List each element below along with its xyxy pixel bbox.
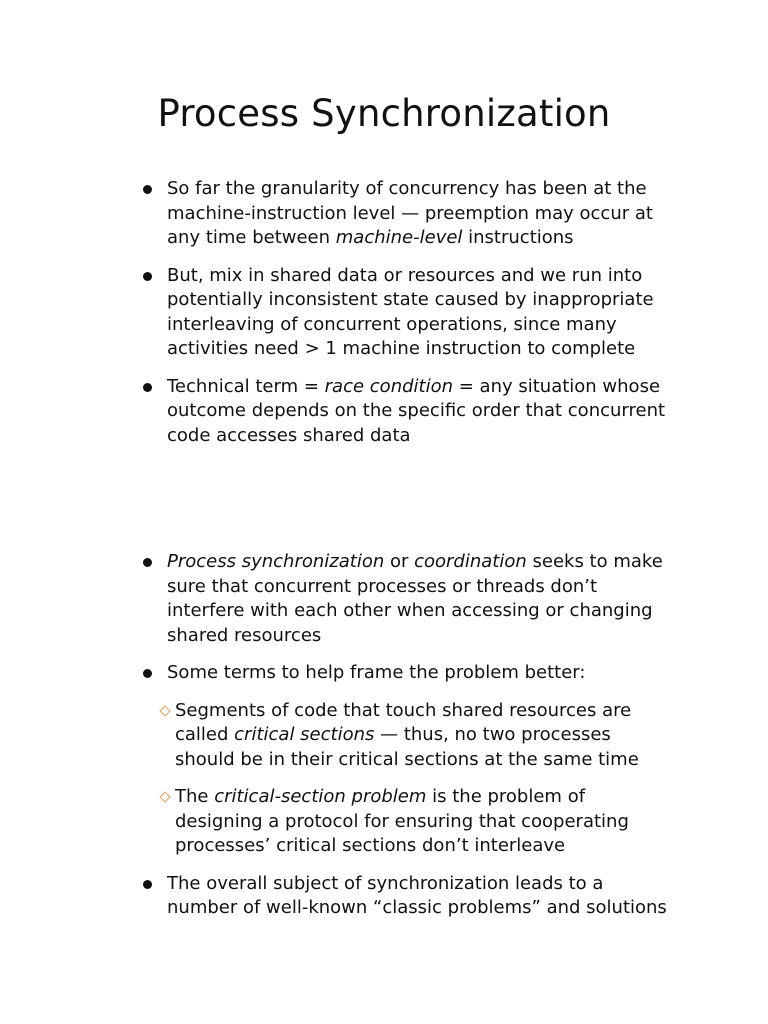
- bullet-text: [167, 551, 663, 646]
- emphasized-term: critical-section problem: [214, 786, 427, 807]
- emphasized-term: coordination: [414, 551, 527, 572]
- text-run: So far the granularity of concurrency has been at the machine-instruction level — preemption may occur at any time between: [167, 178, 653, 248]
- bullet-icon: [143, 880, 152, 889]
- emphasized-term: machine-level: [335, 227, 463, 248]
- text-run: or: [384, 551, 415, 572]
- bullet-icon: [143, 272, 152, 281]
- text-run: = any situation whose outcome depends on the specific order that concurrent code accesses shared data: [167, 375, 666, 446]
- bullet-item: [0, 264, 768, 362]
- text-run: seeks to make sure that concurrent processes or threads don’t interfere with each other when accessing or changing shared resources: [167, 551, 663, 646]
- bullet-text: [167, 178, 653, 248]
- bullet-icon: [143, 669, 152, 678]
- bullet-item: [0, 177, 768, 251]
- text-run: — thus, no two processes should be in their critical sections at the same time: [175, 724, 639, 770]
- bullet-list-2: [0, 550, 768, 934]
- text-run: Technical term =: [167, 375, 325, 397]
- bullet-item: [0, 550, 768, 648]
- sub-bullet-item: [0, 699, 768, 773]
- text-run: Segments of code that touch shared resources are called: [175, 699, 632, 745]
- emphasized-term: Process synchronization: [167, 551, 385, 572]
- text-run: instructions: [462, 227, 574, 248]
- sub-bullet-text: [175, 700, 639, 770]
- bullet-text: [167, 376, 665, 446]
- bullet-icon: [143, 185, 152, 194]
- bullet-text: [167, 873, 667, 919]
- bullet-icon: [143, 558, 152, 567]
- diamond-bullet-icon: [159, 791, 170, 802]
- page-title: Process Synchronization: [157, 92, 611, 135]
- emphasized-term: race condition: [324, 375, 454, 397]
- sub-bullet-item: [0, 785, 768, 859]
- diamond-bullet-icon: [159, 705, 170, 716]
- bullet-item: [0, 661, 768, 686]
- emphasized-term: critical sections: [234, 724, 375, 745]
- sub-bullet-text: [175, 786, 629, 856]
- text-run: Some terms to help frame the problem better:: [167, 662, 586, 683]
- text-run: The overall subject of synchronization leads to a number of well-known “classic problems” and solutions: [167, 872, 667, 918]
- text-run: The: [175, 786, 215, 807]
- bullet-item: [0, 872, 768, 921]
- bullet-text: [167, 265, 654, 360]
- bullet-list-1: [0, 177, 768, 461]
- text-run: is the problem of designing a protocol for ensuring that cooperating processes’ critical sections don’t interleave: [175, 786, 629, 856]
- bullet-item: [0, 375, 768, 449]
- bullet-icon: [143, 383, 152, 392]
- text-run: But, mix in shared data or resources and we run into potentially inconsistent state caused by inappropriate interleaving of concurrent operations, since many activities need > 1 machine instruction to complete: [167, 264, 654, 359]
- bullet-text: [167, 662, 585, 683]
